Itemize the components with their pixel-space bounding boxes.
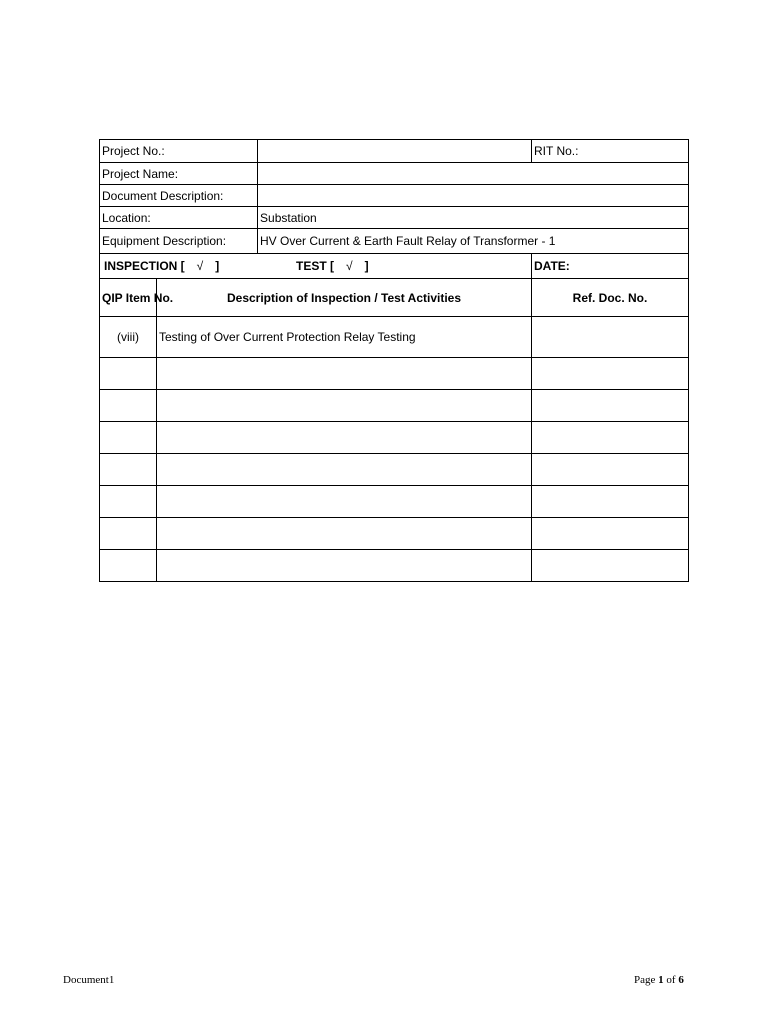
project-name-row [100,163,689,185]
page-current: 1 [658,974,664,986]
ref-doc-cell[interactable] [532,317,689,358]
test-label: TEST [ [296,259,334,273]
ref-doc-cell[interactable] [532,454,689,486]
page-prefix: Page [634,974,659,986]
table-row [100,358,689,390]
qip-item-no-header: QIP Item No. [100,279,157,317]
document-description-value[interactable] [258,185,689,207]
document-description-label: Document Description: [100,185,258,207]
footer-document-name: Document1 [63,974,115,986]
description-cell[interactable] [157,358,532,390]
inspection-checkmark[interactable]: √ [196,259,204,273]
location-label: Location: [100,207,258,229]
qip-item-no-cell[interactable] [100,422,157,454]
equipment-description-label: Equipment Description: [100,229,258,254]
ref-doc-cell[interactable] [532,358,689,390]
document-description-row [100,185,689,207]
project-name-label: Project Name: [100,163,258,185]
activities-header-row [100,279,689,317]
table-row [100,422,689,454]
project-no-value[interactable] [258,140,532,163]
qip-item-no-cell: (viii) [100,317,157,358]
equipment-description-value: HV Over Current & Earth Fault Relay of Transformer - 1 [258,229,689,254]
inspection-bracket-close: ] [215,259,220,273]
equipment-description-row [100,229,689,254]
ref-doc-cell[interactable] [532,486,689,518]
table-row [100,317,689,358]
qip-item-no-cell[interactable] [100,518,157,550]
table-row [100,518,689,550]
ref-doc-cell[interactable] [532,390,689,422]
location-value: Substation [258,207,689,229]
qip-item-no-cell[interactable] [100,454,157,486]
project-no-label: Project No.: [100,140,258,163]
location-row [100,207,689,229]
test-checkmark[interactable]: √ [346,259,353,273]
description-cell[interactable] [157,518,532,550]
footer-page-number [634,974,684,986]
inspection-test-cell [100,254,532,279]
table-row [100,454,689,486]
table-row [100,550,689,582]
page-total: 6 [678,974,684,986]
description-cell[interactable] [157,454,532,486]
qip-item-no-cell[interactable] [100,486,157,518]
project-name-value[interactable] [258,163,689,185]
table-row [100,486,689,518]
description-cell[interactable] [157,550,532,582]
inspection-form-table [99,139,689,582]
description-cell[interactable] [157,390,532,422]
test-group [296,259,369,273]
ref-doc-cell[interactable] [532,422,689,454]
description-header: Description of Inspection / Test Activities [157,279,532,317]
ref-doc-cell[interactable] [532,550,689,582]
qip-item-no-cell[interactable] [100,390,157,422]
description-cell[interactable] [157,486,532,518]
qip-item-no-cell[interactable] [100,550,157,582]
description-cell[interactable] [157,422,532,454]
ref-doc-no-header: Ref. Doc. No. [532,279,689,317]
inspection-test-row [100,254,689,279]
ref-doc-cell[interactable] [532,518,689,550]
description-cell: Testing of Over Current Protection Relay Testing [157,317,532,358]
page-of: of [663,974,679,986]
inspection-label: INSPECTION [ [104,259,185,273]
project-no-row [100,140,689,163]
qip-item-no-cell[interactable] [100,358,157,390]
rit-no-label: RIT No.: [532,140,689,163]
date-label: DATE: [532,254,689,279]
table-row [100,390,689,422]
test-bracket-close: ] [364,259,369,273]
